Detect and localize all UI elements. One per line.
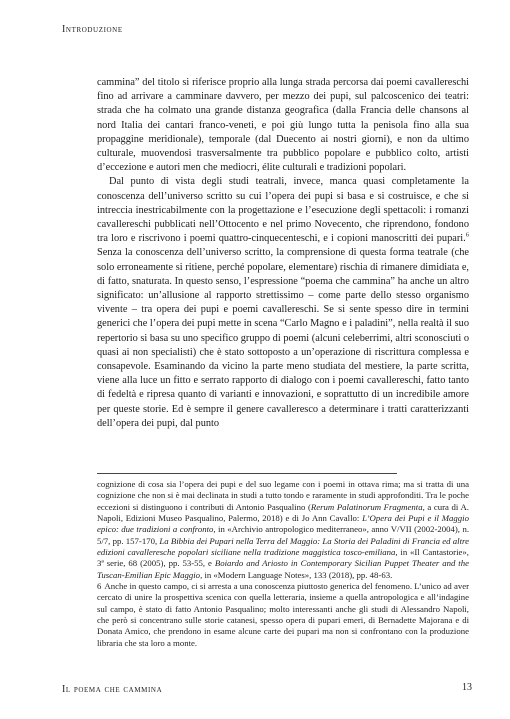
footnote-separator [97,473,397,474]
footnote-title-italic: La Bibbia dei Pupari nella Terra del Maggio: La Storia dei Paladini di Francia ed altre edizioni cavalleresche popolari siciliane nella tradizione maggistica tosco-emiliana [97,535,469,558]
paragraph-1: cammina” del titolo si riferisce proprio alla lunga strada percorsa dai poemi cavallereschi fino ad arrivare a camminare davvero, per mezzo dei pupi, sul palcoscenico dei teatri: strada che ha colmato una grande distanza geografica (dalla Francia delle chansons al nord Italia dei cantari franco-veneti, e poi giù lungo tutta la penisola fino alla sua propaggine meridionale), temporale (dal Duecento ai nostri giorni), e non da ultimo culturale, muovendosi trasversalmente tra pubblico popolare e pubblico colto, artisti d’eccezione e autori men che mediocri, élite culturali e tradizioni popolari. [97,77,469,174]
footnote-text: cognizione di cosa sia l’opera dei pupi e del suo legame con i poemi in ottava rima; ma si tratta di una cognizione che non si è mai declinata in studi a tutto tondo e raramente in studi approfonditi. Tra le poche eccezioni si distinguono i contributi di Antonio Pasqualino ( [97,479,469,512]
paragraph-2-continuation: Senza la conoscenza dell’universo scritto, la comprensione di questa forma teatrale (che solo erroneamente si ritiene, perché popolare, elementare) rischia di rimanere dimidiata e, di fatto, snaturata. In questo senso, l’espressione “poema che cammina” ha anche un altro significato: un’allusione al rapporto strettissimo – come parte dello stesso organismo vivente – tra opera dei pupi e poemi cavallereschi. Se si sente spesso dire in termini generici che l’opera dei pupi mette in scena “Carlo Magno e i paladini”, nella realtà il suo repertorio si basa su uno specifico gruppo di poemi (alcuni celeberrimi, altri sconosciuti o quasi ai non specialisti) che è stato sottoposto a un’operazione di riscrittura complessa e consapevole. Esaminando da vicino la parte meno studiata del mestiere, la parte scritta, viene alla luce un fitto e serrato rapporto di dialogo con i poemi cavallereschi, fatto tanto di fedeltà e ripresa quanto di varianti e innovazioni, e soprattutto di un incredibile amore per queste storie. Ed è sempre il genere cavalleresco a determinare i tratti caratterizzanti dell’opera dei pupi, dal punto [97,247,469,429]
paragraph-2 [97,175,469,431]
footnotes [97,479,469,649]
footnote-6-text: Anche in questo campo, ci si arresta a una conoscenza piuttosto generica del fenomeno. L’unico ad aver cercato di unire la prospettiva scenica con quella letteraria, insieme a quella antropologica e all’indagine sul campo, è stato di fatto Antonio Pasqualino; molto interessanti anche gli studi di Alessandro Napoli, che però si concentrano sulle storie catanesi, spesso opera di pupari emeri, di Bernadette Majorana e di Donata Amico, che prendono in esame alcune carte dei pupari ma non si confrontano con la produzione libraria che sta loro a monte. [97,581,469,648]
footnote-title-italic: Rerum Palatinorum Fragmenta [310,501,423,512]
footnote-5-continuation [97,479,469,581]
footnote-text: , a cura di A. Napoli, Edizioni Museo Pasqualino, Palermo, 2018) e di Jo Ann Cavallo: [97,501,469,524]
footnote-6-marker: 6 [97,581,102,592]
page-number: 13 [462,682,472,693]
footnote-reference-6[interactable]: 6 [465,231,469,239]
footnote-6 [97,581,469,649]
footnote-text: , in «Modern Language Notes», 133 (2018), pp. 48-63. [200,569,393,580]
footnote-text: , in «Archivio antropologico mediterraneo», anno V/VII (2002-2004), n. 5/7, pp. 157-170, [97,524,470,546]
running-head: Introduzione [62,24,123,35]
footnote-title-italic: L’Opera dei Pupi e il Maggio epico: due tradizioni a confronto [97,513,469,535]
footnote-text: , in «Il Cantastorie», 3ª serie, 68 (2005), pp. 53-55, e [97,547,469,569]
paragraph-2-text: Dal punto di vista degli studi teatrali, invece, manca quasi completamente la conoscenza dell’universo scritto su cui l’opera dei pupi si basa e si costruisce, e che si intreccia inestricabilmente con la progettazione e l’esecuzione degli spettacoli: i romanzi cavallereschi pubblicati nell’Ottocento e nel primo Novecento, che riprendono, fondono tra loro e riscrivono i poemi quattro-cinquecenteschi, e i copioni manoscritti dei pupari. [97,176,469,245]
footnote-title-italic: Boiardo and Ariosto in Contemporary Sicilian Puppet Theater and the Tuscan-Emilian Epic Maggio [97,558,469,580]
running-foot: Il poema che cammina [62,684,163,695]
main-text [97,76,469,431]
